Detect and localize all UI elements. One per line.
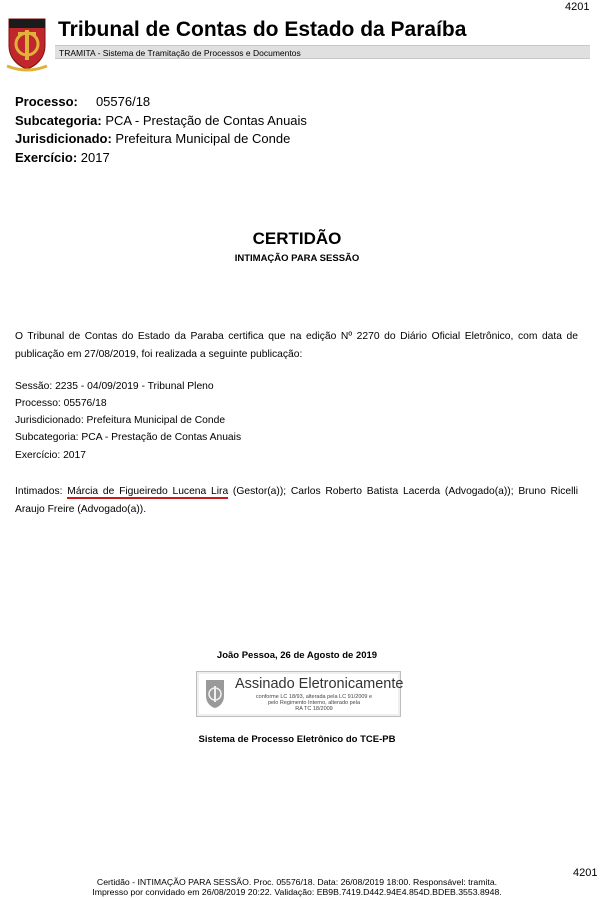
stamp-seal-icon bbox=[204, 678, 226, 710]
meta-processo bbox=[15, 94, 150, 109]
meta-exercicio-value: 2017 bbox=[80, 150, 110, 165]
system-name: Sistema de Processo Eletrônico do TCE-PB bbox=[198, 734, 396, 745]
system-bar: TRAMITA - Sistema de Tramitação de Processos e Documentos bbox=[55, 45, 590, 59]
meta-subcategoria bbox=[15, 113, 307, 128]
meta-processo-value: 05576/18 bbox=[95, 94, 151, 109]
footer-line-2: Impresso por convidado em 26/08/2019 20:22. Validação: EB9B.7419.D442.94E4.854D.BDEB.3553.8948. bbox=[92, 887, 502, 897]
sessao-line: Sessão: 2235 - 04/09/2019 - Tribunal Pleno bbox=[15, 381, 214, 392]
intimados-paragraph bbox=[15, 483, 578, 518]
page-number-top: 4201 bbox=[565, 1, 590, 13]
subcategoria-line: Subcategoria: PCA - Prestação de Contas Anuais bbox=[15, 432, 242, 443]
meta-exercicio bbox=[15, 150, 110, 165]
certidao-subtitle: INTIMAÇÃO PARA SESSÃO bbox=[234, 253, 360, 264]
jurisdicionado-line: Jurisdicionado: Prefeitura Municipal de Conde bbox=[15, 415, 226, 426]
footer-line-1: Certidão - INTIMAÇÃO PARA SESSÃO. Proc. 05576/18. Data: 26/08/2019 18:00. Responsável: tramita. bbox=[96, 877, 498, 887]
intimado-highlight: Márcia de Figueiredo Lucena Lira bbox=[67, 486, 229, 497]
meta-subcategoria-value: PCA - Prestação de Contas Anuais bbox=[105, 113, 307, 128]
intro-paragraph: O Tribunal de Contas do Estado da Paraba certifica que na edição Nº 2270 do Diário Oficial Eletrônico, com data de publicação em 27/08/2019, foi realizada a seguinte publicação: bbox=[15, 331, 578, 360]
meta-jurisdicionado-value: Prefeitura Municipal de Conde bbox=[115, 131, 291, 146]
meta-jurisdicionado-label: Jurisdicionado: bbox=[15, 131, 112, 146]
place-date: João Pessoa, 26 de Agosto de 2019 bbox=[216, 650, 378, 661]
stamp-line-2: pelo Regimento Interno, alterado pela bbox=[267, 700, 361, 706]
page-number-bottom: 4201 bbox=[573, 867, 598, 879]
intimados-label: Intimados: bbox=[15, 486, 63, 497]
certidao-title: CERTIDÃO bbox=[252, 229, 342, 248]
meta-exercicio-label: Exercício: bbox=[15, 150, 78, 165]
tce-logo-icon bbox=[6, 16, 48, 72]
electronic-signature-stamp bbox=[196, 671, 404, 717]
stamp-line-1: conforme LC 18/93, alterada pela LC 91/2009 e bbox=[255, 694, 373, 700]
intimados-rest: (Gestor(a)); Carlos Roberto Batista Lacerda (Advogado(a)); Bruno Ricelli Araujo Freire (Advogado(a)). bbox=[15, 486, 578, 515]
processo-line: Processo: 05576/18 bbox=[15, 398, 107, 409]
meta-jurisdicionado bbox=[15, 131, 290, 146]
stamp-line-3: RA TC 18/2009 bbox=[295, 706, 333, 712]
stamp-title: Assinado Eletronicamente bbox=[235, 676, 404, 692]
page-title: Tribunal de Contas do Estado da Paraíba bbox=[58, 18, 467, 41]
meta-processo-label: Processo: bbox=[15, 94, 78, 109]
meta-subcategoria-label: Subcategoria: bbox=[15, 113, 102, 128]
exercicio-line: Exercício: 2017 bbox=[15, 450, 86, 461]
